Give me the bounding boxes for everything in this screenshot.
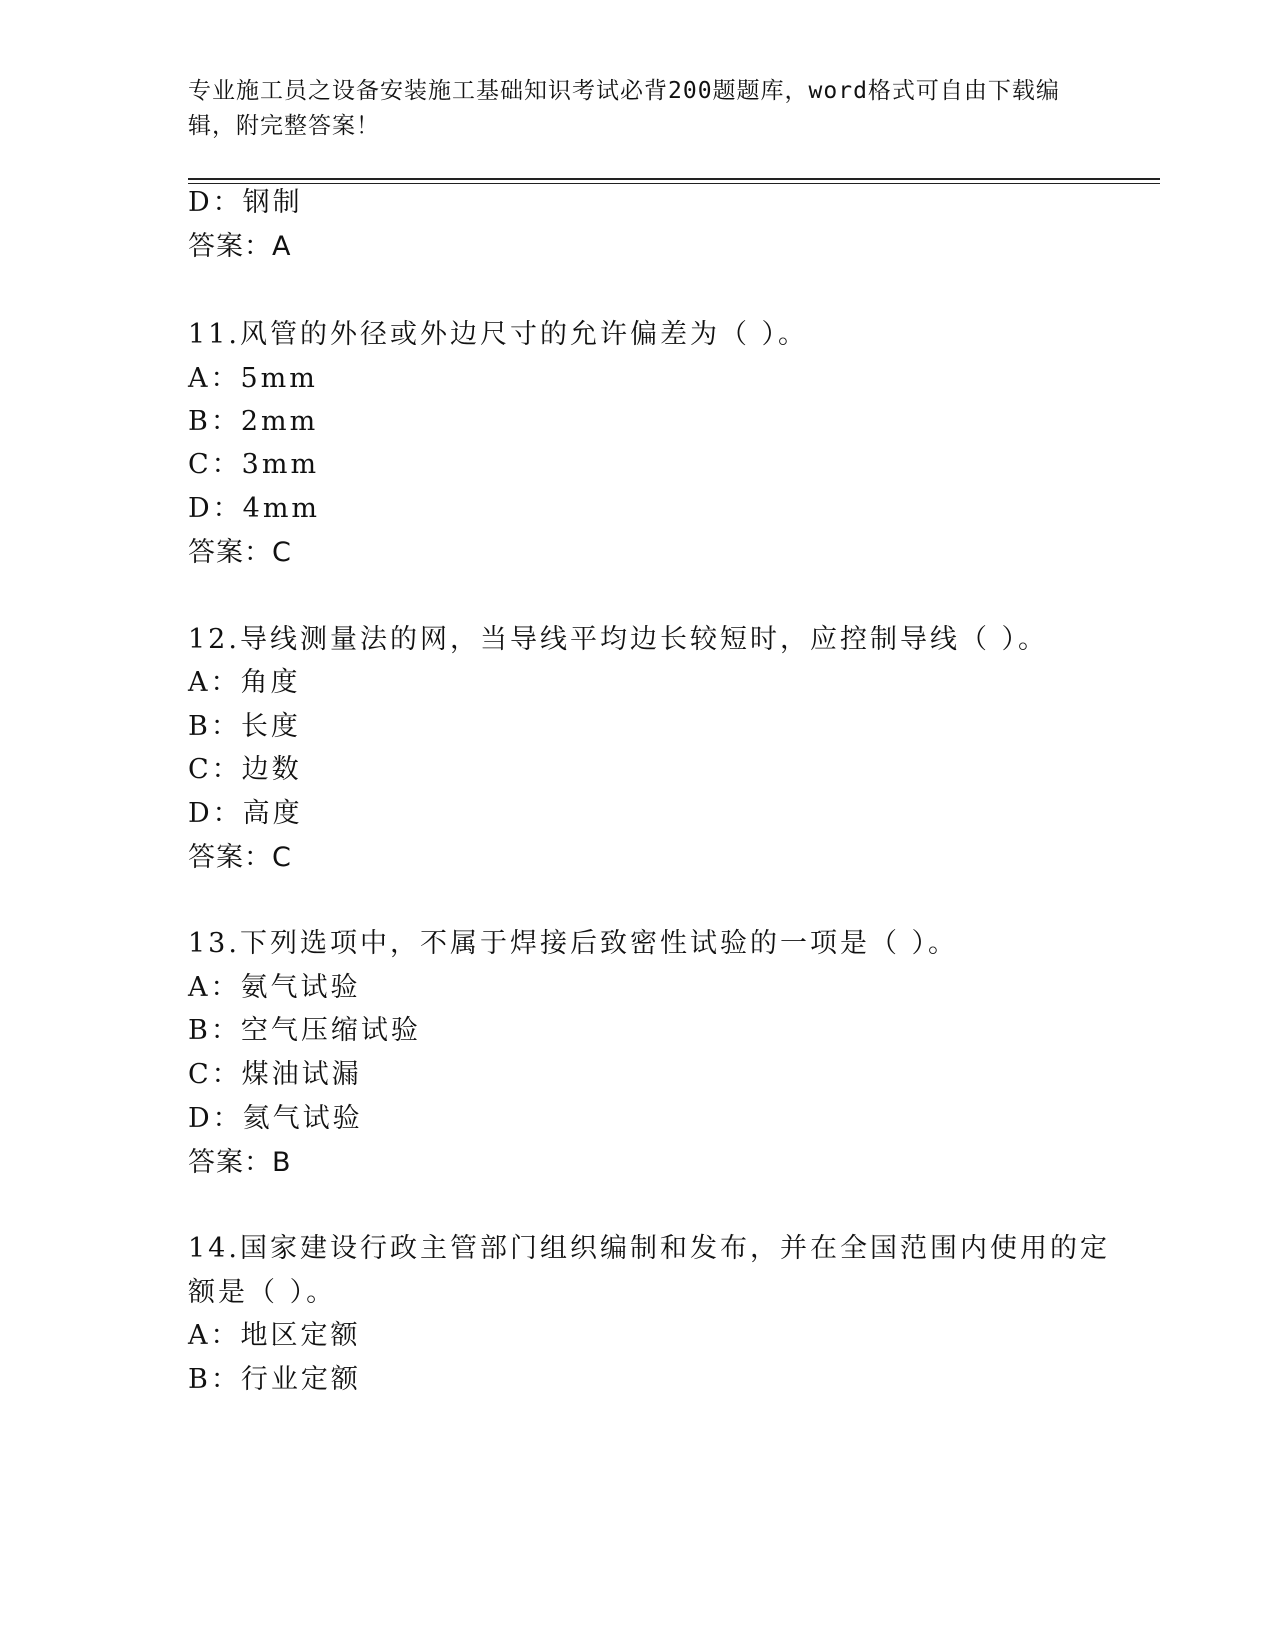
question-12-answer: 答案：C — [188, 842, 292, 873]
question-11-option-a: A：5mm — [188, 363, 318, 394]
question-13-option-b: B：空气压缩试验 — [188, 1015, 421, 1046]
page-header: 专业施工员之设备安装施工基础知识考试必背200题题库，word格式可自由下载编辑，附完整答案！ — [188, 78, 1060, 139]
question-14-stem-line-1: 14.国家建设行政主管部门组织编制和发布，并在全国范围内使用的定 — [188, 1233, 1110, 1264]
prev-answer: 答案：A — [188, 231, 292, 262]
question-13-option-c: C：煤油试漏 — [188, 1059, 362, 1090]
prev-option-d: D：钢制 — [188, 187, 303, 218]
question-11-stem: 11.风管的外径或外边尺寸的允许偏差为（ ）。 — [188, 319, 809, 350]
question-11-answer: 答案：C — [188, 537, 292, 568]
question-12-option-b: B：长度 — [188, 711, 301, 742]
question-12-stem: 12.导线测量法的网，当导线平均边长较短时，应控制导线（ ）。 — [188, 624, 1049, 655]
question-12-option-a: A：角度 — [188, 667, 301, 698]
question-14-option-a: A：地区定额 — [188, 1320, 361, 1351]
question-11-option-d: D：4mm — [188, 493, 321, 524]
question-13-option-d: D：氦气试验 — [188, 1103, 363, 1134]
question-13-option-a: A：氨气试验 — [188, 972, 361, 1003]
question-13-stem: 13.下列选项中，不属于焊接后致密性试验的一项是（ ）。 — [188, 928, 959, 959]
question-14-stem-line-2: 额是（ ）。 — [188, 1277, 337, 1308]
question-11-option-b: B：2mm — [188, 406, 319, 437]
question-13-answer: 答案：B — [188, 1147, 292, 1178]
question-12-option-c: C：边数 — [188, 754, 302, 785]
question-12-option-d: D：高度 — [188, 798, 303, 829]
question-11-option-c: C：3mm — [188, 449, 320, 480]
question-14-option-b: B：行业定额 — [188, 1364, 361, 1395]
header-divider — [188, 178, 1160, 184]
